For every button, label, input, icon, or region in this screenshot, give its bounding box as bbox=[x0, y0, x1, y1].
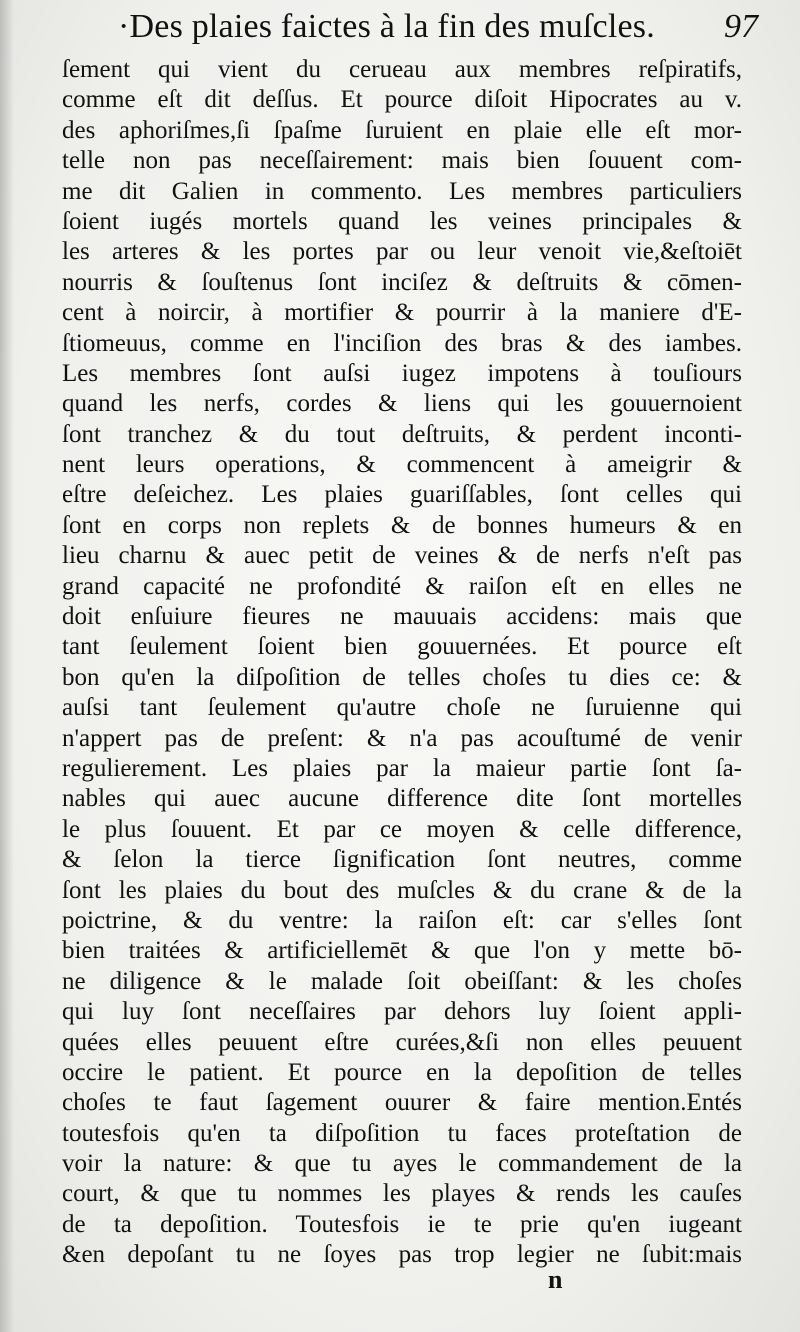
text-line: Les membres ſont auſsi iugez impotens à touſiours bbox=[62, 359, 742, 387]
text-line: ſement qui vient du cerueau aux membres reſpiratifs, bbox=[62, 56, 742, 83]
text-line: voir la nature: & que tu ayes le commandement de la bbox=[62, 1150, 742, 1178]
text-line: poictrine, & du ventre: la raiſon eſt: car s'elles ſont bbox=[62, 906, 742, 934]
text-line: nourris & ſouſtenus ſont inciſez & deſtruits & cōmen- bbox=[62, 268, 742, 296]
text-line: n'appert pas de preſent: & n'a pas acouſtumé de venir bbox=[62, 724, 742, 752]
text-line: ſoient iugés mortels quand les veines principales & bbox=[62, 207, 742, 235]
text-line: des aphoriſmes,ſi ſpaſme ſuruient en plaie elle eſt mor- bbox=[62, 116, 742, 144]
text-line: comme eſt dit deſſus. Et pource diſoit Hipocrates au v. bbox=[62, 86, 742, 114]
text-line: regulierement. Les plaies par la maieur partie ſont ſa- bbox=[62, 754, 742, 782]
text-line: le plus ſouuent. Et par ce moyen & celle difference, bbox=[62, 815, 742, 843]
text-line: nent leurs operations, & commencent à ameigrir & bbox=[62, 451, 742, 479]
text-line: toutesfois qu'en ta diſpoſition tu faces proteſtation de bbox=[62, 1119, 742, 1147]
text-line: court, & que tu nommes les playes & rends les cauſes bbox=[62, 1180, 742, 1208]
text-line: doit enſuiure fieures ne mauuais accidens: mais que bbox=[62, 603, 742, 631]
text-line: choſes te faut ſagement ouurer & faire mention.Entés bbox=[62, 1089, 742, 1117]
gutter-shadow bbox=[0, 0, 14, 1332]
text-line: ſtiomeuus, comme en l'inciſion des bras & des iambes. bbox=[62, 329, 742, 357]
text-line: cent à noircir, à mortifier & pourrir à la maniere d'E- bbox=[62, 299, 742, 327]
signature-mark: n bbox=[548, 1265, 563, 1294]
text-line: ne diligence & le malade ſoit obeiſſant: & les choſes bbox=[62, 967, 742, 995]
text-line: me dit Galien in commento. Les membres particuliers bbox=[62, 177, 742, 205]
text-line: ſont tranchez & du tout deſtruits, & perdent inconti- bbox=[62, 420, 742, 448]
text-line: quand les nerfs, cordes & liens qui les gouuernoient bbox=[62, 390, 742, 418]
text-line: bon qu'en la diſpoſition de telles choſes tu dies ce: & bbox=[62, 663, 742, 691]
text-line: de ta depoſition. Toutesfois ie te prie qu'en iugeant bbox=[62, 1210, 742, 1238]
text-line: telle non pas neceſſairement: mais bien ſouuent com- bbox=[62, 147, 742, 175]
body-text bbox=[62, 55, 742, 1271]
text-line: &en depoſant tu ne ſoyes pas trop legier ne ſubit:mais bbox=[62, 1241, 742, 1269]
text-line: bien traitées & artificiellemēt & que l'on y mette bō- bbox=[62, 937, 742, 965]
text-line: nables qui auec aucune difference dite ſont mortelles bbox=[62, 785, 742, 813]
text-line: ſont les plaies du bout des muſcles & du crane & de la bbox=[62, 876, 742, 904]
text-line: ſont en corps non replets & de bonnes humeurs & en bbox=[62, 511, 742, 539]
text-line: & ſelon la tierce ſignification ſont neutres, comme bbox=[62, 846, 742, 874]
text-line: auſsi tant ſeulement qu'autre choſe ne ſuruienne qui bbox=[62, 694, 742, 722]
text-line: grand capacité ne profondité & raiſon eſt en elles ne bbox=[62, 572, 742, 600]
page-number: 97 bbox=[724, 8, 758, 45]
running-title: ·Des plaies faictes à la fin des muſcles. bbox=[118, 8, 655, 45]
page-header bbox=[118, 4, 758, 50]
text-line: eſtre deſeichez. Les plaies guariſſables, ſont celles qui bbox=[62, 481, 742, 509]
text-line: occire le patient. Et pource en la depoſition de telles bbox=[62, 1058, 742, 1086]
text-line: qui luy ſont neceſſaires par dehors luy ſoient appli- bbox=[62, 998, 742, 1026]
text-line: tant ſeulement ſoient bien gouuernées. Et pource eſt bbox=[62, 633, 742, 661]
text-line: lieu charnu & auec petit de veines & de nerfs n'eſt pas bbox=[62, 542, 742, 570]
text-line: les arteres & les portes par ou leur venoit vie,&eſtoiēt bbox=[62, 238, 742, 266]
text-line: quées elles peuuent eſtre curées,&ſi non elles peuuent bbox=[62, 1028, 742, 1056]
